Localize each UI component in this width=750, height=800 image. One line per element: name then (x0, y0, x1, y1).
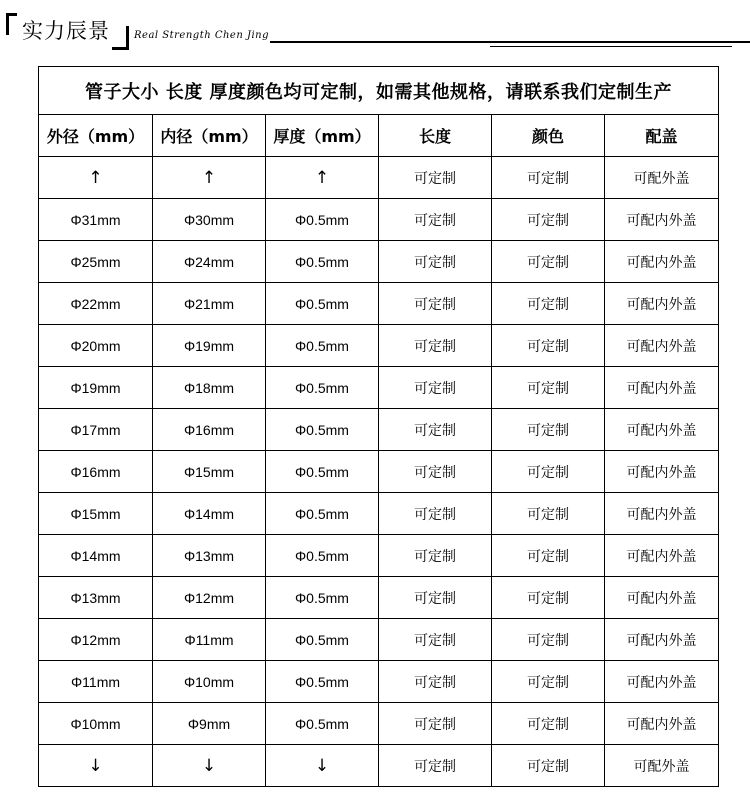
cell-inner-diameter: Φ9mm (153, 703, 266, 745)
table-row (39, 283, 719, 325)
cell-inner-diameter: Φ15mm (153, 451, 266, 493)
cell-outer-diameter: Φ15mm (39, 493, 153, 535)
cell-cap: 可配内外盖 (605, 493, 719, 535)
cell-cap: 可配内外盖 (605, 241, 719, 283)
header-inner-diameter: 内径（mm） (153, 115, 266, 157)
cell-thickness: Φ0.5mm (266, 199, 379, 241)
table-row (39, 325, 719, 367)
table-row (39, 577, 719, 619)
cell-color: 可定制 (492, 325, 605, 367)
table-row (39, 745, 719, 787)
cell-color: 可定制 (492, 283, 605, 325)
cell-outer-diameter: Φ19mm (39, 367, 153, 409)
cell-color: 可定制 (492, 451, 605, 493)
cell-cap: 可配内外盖 (605, 661, 719, 703)
cell-length: 可定制 (379, 283, 492, 325)
cell-outer-diameter: Φ31mm (39, 199, 153, 241)
cell-thickness: Φ0.5mm (266, 703, 379, 745)
spec-table (38, 66, 719, 787)
header-outer-diameter: 外径（mm） (39, 115, 153, 157)
cell-outer-diameter: Φ20mm (39, 325, 153, 367)
cell-color: 可定制 (492, 157, 605, 199)
cell-cap: 可配内外盖 (605, 409, 719, 451)
header-length: 长度 (379, 115, 492, 157)
cell-thickness: Φ0.5mm (266, 325, 379, 367)
cell-inner-diameter: Φ14mm (153, 493, 266, 535)
cell-color: 可定制 (492, 493, 605, 535)
cell-thickness: Φ0.5mm (266, 367, 379, 409)
brand-name: 实力辰景 (22, 19, 110, 43)
cell-length: 可定制 (379, 241, 492, 283)
cell-color: 可定制 (492, 703, 605, 745)
table-row (39, 199, 719, 241)
cell-cap: 可配内外盖 (605, 577, 719, 619)
table-row (39, 367, 719, 409)
cell-outer-diameter: Φ14mm (39, 535, 153, 577)
cell-cap: 可配内外盖 (605, 703, 719, 745)
cell-outer-diameter: Φ16mm (39, 451, 153, 493)
cell-length: 可定制 (379, 577, 492, 619)
cell-outer-diameter: Φ10mm (39, 703, 153, 745)
table-row (39, 409, 719, 451)
cell-length: 可定制 (379, 661, 492, 703)
table-row (39, 451, 719, 493)
cell-thickness: Φ0.5mm (266, 535, 379, 577)
cell-thickness: Φ0.5mm (266, 619, 379, 661)
cell-cap: 可配内外盖 (605, 367, 719, 409)
cell-outer-diameter: Φ13mm (39, 577, 153, 619)
cell-inner-diameter: Φ13mm (153, 535, 266, 577)
cell-cap: 可配内外盖 (605, 451, 719, 493)
table-row (39, 493, 719, 535)
header-thickness: 厚度（mm） (266, 115, 379, 157)
table-title-row (39, 67, 719, 115)
cell-thickness: Φ0.5mm (266, 661, 379, 703)
cell-length: 可定制 (379, 745, 492, 787)
cell-outer-diameter: Φ11mm (39, 661, 153, 703)
cell-thickness: ↓ (266, 745, 379, 787)
cell-cap: 可配内外盖 (605, 535, 719, 577)
cell-color: 可定制 (492, 367, 605, 409)
cell-outer-diameter: Φ12mm (39, 619, 153, 661)
cell-thickness: Φ0.5mm (266, 451, 379, 493)
cell-inner-diameter: Φ16mm (153, 409, 266, 451)
brand-subtitle: Real Strength Chen Jing (134, 30, 270, 41)
cell-cap: 可配内外盖 (605, 199, 719, 241)
table-row (39, 535, 719, 577)
header-cap: 配盖 (605, 115, 719, 157)
cell-cap: 可配外盖 (605, 745, 719, 787)
table-row (39, 661, 719, 703)
cell-thickness: Φ0.5mm (266, 283, 379, 325)
cell-length: 可定制 (379, 199, 492, 241)
cell-length: 可定制 (379, 703, 492, 745)
table-row (39, 703, 719, 745)
cell-cap: 可配内外盖 (605, 325, 719, 367)
cell-inner-diameter: ↓ (153, 745, 266, 787)
cell-length: 可定制 (379, 493, 492, 535)
cell-length: 可定制 (379, 325, 492, 367)
cell-inner-diameter: Φ24mm (153, 241, 266, 283)
cell-length: 可定制 (379, 367, 492, 409)
table-header-row (39, 115, 719, 157)
cell-thickness: Φ0.5mm (266, 409, 379, 451)
cell-thickness: Φ0.5mm (266, 577, 379, 619)
cell-color: 可定制 (492, 619, 605, 661)
cell-outer-diameter: Φ25mm (39, 241, 153, 283)
table-row (39, 619, 719, 661)
cell-inner-diameter: Φ18mm (153, 367, 266, 409)
cell-inner-diameter: ↑ (153, 157, 266, 199)
cell-color: 可定制 (492, 241, 605, 283)
cell-color: 可定制 (492, 535, 605, 577)
table-row (39, 157, 719, 199)
cell-outer-diameter: Φ22mm (39, 283, 153, 325)
cell-inner-diameter: Φ19mm (153, 325, 266, 367)
corner-mark (6, 13, 9, 35)
cell-color: 可定制 (492, 199, 605, 241)
table-title: 管子大小 长度 厚度颜色均可定制，如需其他规格，请联系我们定制生产 (39, 67, 719, 115)
cell-thickness: Φ0.5mm (266, 493, 379, 535)
cell-thickness: ↑ (266, 157, 379, 199)
cell-color: 可定制 (492, 577, 605, 619)
brand-bracket-foot (112, 47, 129, 50)
cell-length: 可定制 (379, 535, 492, 577)
cell-outer-diameter: ↑ (39, 157, 153, 199)
cell-outer-diameter: ↓ (39, 745, 153, 787)
corner-mark-top (6, 13, 17, 16)
cell-length: 可定制 (379, 451, 492, 493)
header-color: 颜色 (492, 115, 605, 157)
table-row (39, 241, 719, 283)
cell-length: 可定制 (379, 157, 492, 199)
cell-length: 可定制 (379, 619, 492, 661)
cell-inner-diameter: Φ12mm (153, 577, 266, 619)
cell-outer-diameter: Φ17mm (39, 409, 153, 451)
cell-inner-diameter: Φ30mm (153, 199, 266, 241)
header-rule-secondary (490, 46, 732, 47)
cell-inner-diameter: Φ21mm (153, 283, 266, 325)
header-rule (270, 41, 750, 43)
cell-color: 可定制 (492, 661, 605, 703)
cell-thickness: Φ0.5mm (266, 241, 379, 283)
cell-inner-diameter: Φ11mm (153, 619, 266, 661)
cell-cap: 可配内外盖 (605, 283, 719, 325)
cell-cap: 可配内外盖 (605, 619, 719, 661)
header-banner (0, 0, 750, 60)
cell-inner-diameter: Φ10mm (153, 661, 266, 703)
cell-color: 可定制 (492, 409, 605, 451)
cell-cap: 可配外盖 (605, 157, 719, 199)
cell-color: 可定制 (492, 745, 605, 787)
cell-length: 可定制 (379, 409, 492, 451)
